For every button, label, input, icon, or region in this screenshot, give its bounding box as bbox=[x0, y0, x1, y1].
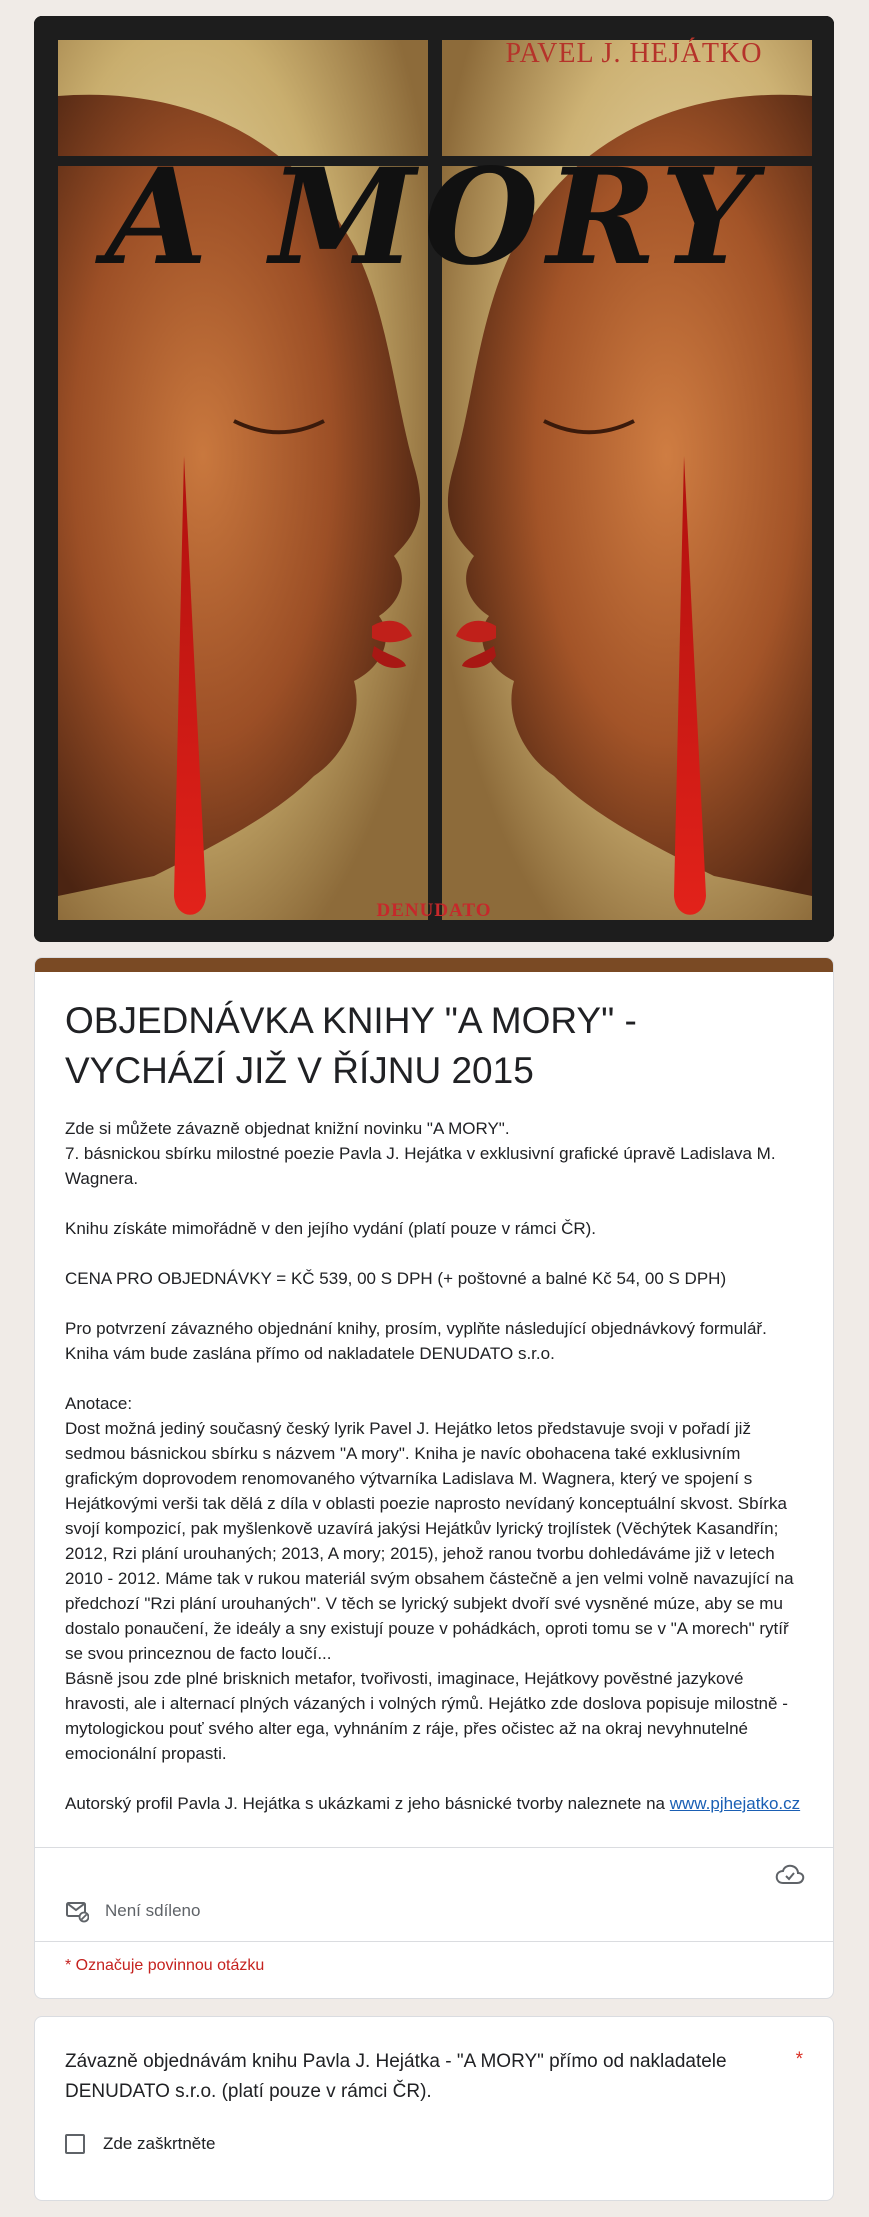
author-profile-link[interactable]: www.pjhejatko.cz bbox=[669, 1794, 801, 1813]
cloud-check-icon[interactable] bbox=[775, 1863, 805, 1885]
form-title: OBJEDNÁVKA KNIHY "A MORY" - VYCHÁZÍ JIŽ V ŘÍJNU 2015 bbox=[65, 1000, 637, 1091]
form-description-text: Zde si můžete závazně objednat knižní novinku "A MORY". 7. básnickou sbírku milostné poezie Pavla J. Hejátka v exklusivní grafické úpravě Ladislava M. Wagnera. Knihu získáte mimořádně v den jejího vydání (platí pouze v rámci ČR). CENA PRO OBJEDNÁVKY = KČ 539, 00 S DPH (+ poštovné a balné Kč 54, 00 S DPH) Pro potvrzení závazného objednání knihy, prosím, vyplňte následující objednávkový formulář. Kniha vám bude zaslána přímo od nakladatele DENUDATO s.r.o. Anotace: Dost možná jediný současný český lyrik Pavel J. Hejátko letos představuje svoji v pořadí již sedmou básnickou sbírku s názvem "A mory". Kniha je navíc obohacena také exklusivním grafickým doprovodem renomovaného výtvarníka Ladislava M. Wagnera, který ve spojení s Hejátkovými verši tak dělá z díla v oblasti poezie naprosto nevídaný konceptuální skvost. Sbírka svojí kompozicí, pak myšlenkově uzavírá jakýsi Hejátkův lyrický trojlístek (Věchýtek Kasandřín; 2012, Rzi plání urouhaných; 2013, A mory; 2015), jehož ranou tvorbu dohledáváme již v letech 2010 - 2012. Máme tak v rukou materiál svým obsahem částečně a jen velmi volně navazující na předchozí "Rzi plání urouhaných". V těch se lyrický subjekt dvoří své vysněné múze, aby se mu dostalo ponaučení, že ideály a sny existují pouze v pohádkách, oproti tomu se v "A morech" rytíř se svou princeznou de facto loučí... Básně jsou zde plné brisknich metafor, tvořivosti, imaginace, Hejátkovy pověstné jazykové hravosti, ale i alternací plných vázaných i volných rýmů. Hejátko zde doslova popisuje milostně - mytologickou pouť svého alter ega, vyhnáním z ráje, přes očistec až na okraj nevyhnutelné emocionální propasti. Autorský profil Pavla J. Hejátka s ukázkami z jeho básnické tvorby naleznete na bbox=[65, 1119, 794, 1813]
confirm-order-option[interactable] bbox=[65, 2134, 215, 2154]
required-asterisk: * bbox=[795, 2049, 803, 2070]
cover-author: PAVEL J. HEJÁTKO bbox=[505, 38, 763, 69]
share-status-text: Není sdíleno bbox=[105, 1901, 201, 1920]
book-cover-banner bbox=[34, 16, 834, 942]
question-title: Závazně objednávám knihu Pavla J. Hejátka - "A MORY" přímo od nakladatele DENUDATO s.r.o. (platí pouze v rámci ČR). bbox=[65, 2051, 727, 2102]
question-card bbox=[34, 2016, 834, 2201]
required-divider bbox=[35, 1941, 833, 1942]
form-accent-bar bbox=[35, 958, 833, 972]
cover-title: A MORY bbox=[105, 140, 763, 295]
share-status-row bbox=[65, 1899, 200, 1923]
form-header-card bbox=[34, 957, 834, 1999]
confirm-order-label: Zde zaškrtněte bbox=[103, 2134, 216, 2153]
confirm-order-checkbox[interactable] bbox=[65, 2134, 85, 2154]
mail-not-shared-icon bbox=[65, 1899, 89, 1923]
cover-publisher: DENUDATO bbox=[376, 900, 492, 921]
form-description bbox=[65, 1116, 803, 1816]
required-note: * Označuje povinnou otázku bbox=[65, 1957, 265, 1974]
header-divider bbox=[35, 1847, 833, 1848]
